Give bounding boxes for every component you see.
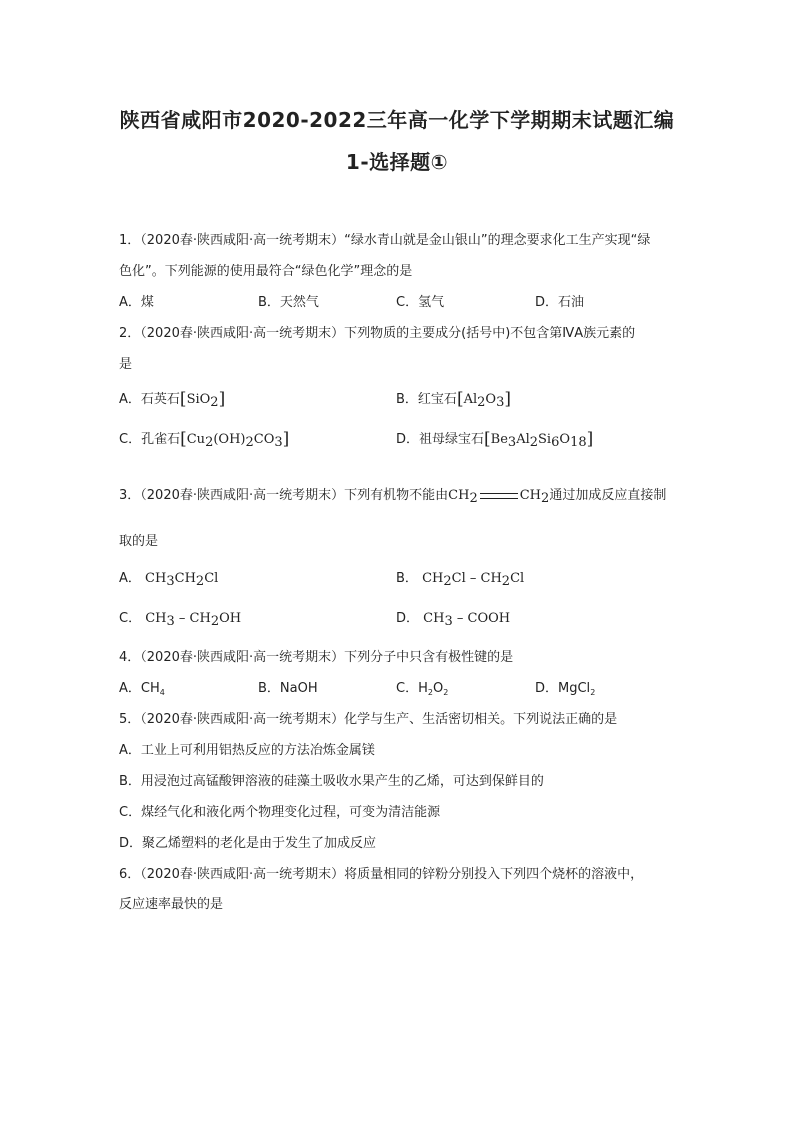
- q1-option-c[interactable]: C．氢气: [396, 295, 445, 310]
- q5-option-d[interactable]: D．聚乙烯塑料的老化是由于发生了加成反应: [119, 836, 377, 851]
- q4-option-a[interactable]: A．$CH_4$: [119, 681, 165, 697]
- q1-option-b[interactable]: B．天然气: [258, 295, 319, 310]
- q2-option-a[interactable]: A．石英石[SiO$_2$]: [119, 389, 226, 410]
- q4-option-b[interactable]: B．NaOH: [258, 681, 318, 696]
- q2-option-c[interactable]: C．孔雀石$[Cu_2(OH)_2CO_3]$: [119, 429, 290, 450]
- question-5-stem: 5．（2020春·陕西咸阳·高一统考期末）化学与生产、生活密切相关。下列说法正确的是: [119, 712, 618, 727]
- question-6-stem-cont: 反应速率最快的是: [119, 897, 224, 912]
- double-bond-symbol: [480, 493, 518, 499]
- q4-option-c[interactable]: C．$H_2O_2$: [396, 681, 449, 697]
- q3-option-c[interactable]: C． $CH_3 - CH_2OH$: [119, 611, 242, 629]
- q5-option-a[interactable]: A．工业上可利用铝热反应的方法冶炼金属镁: [119, 743, 375, 758]
- question-1-stem: 1．（2020春·陕西咸阳·高一统考期末）“绿水青山就是金山银山”的理念要求化工生产实现“绿: [119, 233, 651, 248]
- question-4-stem: 4．（2020春·陕西咸阳·高一统考期末）下列分子中只含有极性键的是: [119, 650, 514, 665]
- q1-option-d[interactable]: D．石油: [535, 295, 585, 310]
- question-2-stem-cont: 是: [119, 357, 133, 372]
- question-3-stem-cont: 取的是: [119, 534, 159, 549]
- question-1-stem-cont: 色化”。下列能源的使用最符合“绿色化学”理念的是: [119, 264, 413, 279]
- q2-option-b[interactable]: B．红宝石$[Al_2O_3]$: [396, 389, 511, 410]
- q3-option-a[interactable]: A． $CH_3CH_2Cl$: [119, 571, 219, 589]
- question-3-stem: 3．（2020春·陕西咸阳·高一统考期末）下列有机物不能由$CH_2$ $CH_2$通过加成反应直接制: [119, 488, 667, 506]
- q1-option-a[interactable]: A．煤: [119, 295, 154, 310]
- q4-option-d[interactable]: D．MgCl$_2$: [535, 681, 596, 697]
- question-6-stem: 6．（2020春·陕西咸阳·高一统考期末）将质量相同的锌粉分别投入下列四个烧杯的溶液中，: [119, 867, 644, 882]
- q3-option-d[interactable]: D． $CH_3$ – COOH: [396, 611, 511, 629]
- q2-option-d[interactable]: D．祖母绿宝石$[Be_3Al_2Si_6O_{18}]$: [396, 429, 594, 450]
- document-subtitle: 1-选择题①: [345, 150, 449, 174]
- document-title: 陕西省咸阳市2020-2022三年高一化学下学期期末试题汇编: [119, 108, 675, 132]
- q5-option-c[interactable]: C．煤经气化和液化两个物理变化过程，可变为清洁能源: [119, 805, 441, 820]
- question-2-stem: 2．（2020春·陕西咸阳·高一统考期末）下列物质的主要成分(括号中)不包含第ⅣA族元素的: [119, 326, 636, 341]
- q3-option-b[interactable]: B． $CH_2Cl - CH_2Cl$: [396, 571, 525, 589]
- q5-option-b[interactable]: B．用浸泡过高锰酸钾溶液的硅藻土吸收水果产生的乙烯，可达到保鲜目的: [119, 774, 544, 789]
